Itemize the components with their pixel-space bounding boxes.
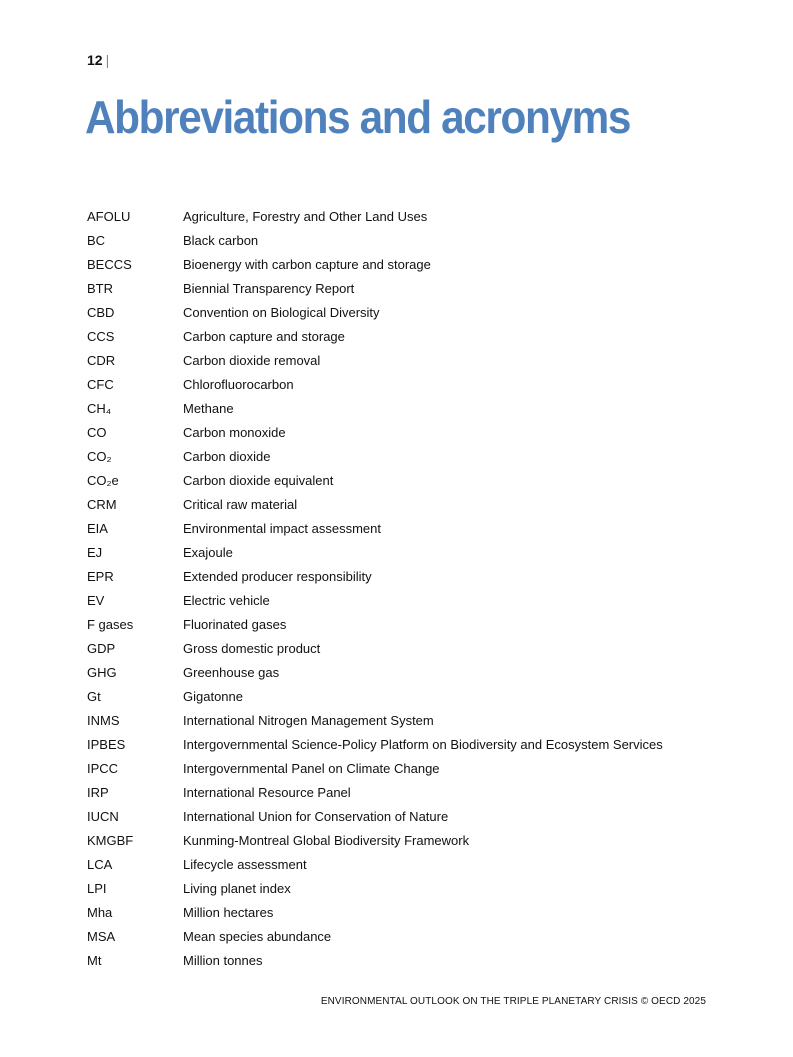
abbreviation-definition: International Union for Conservation of Nature [183,809,449,824]
abbreviation-term: CBD [87,305,115,320]
abbreviation-row [87,375,727,399]
abbreviation-row [87,783,727,807]
abbreviation-row [87,495,727,519]
abbreviation-row [87,327,727,351]
abbreviation-definition: Black carbon [183,233,259,248]
abbreviation-term: Mt [87,953,102,968]
abbreviation-row [87,879,727,903]
abbreviation-term: IUCN [87,809,119,824]
abbreviation-row [87,231,727,255]
abbreviation-term: EV [87,593,105,608]
abbreviation-term: CCS [87,329,115,344]
abbreviation-definition: Electric vehicle [183,593,270,608]
abbreviation-row [87,591,727,615]
abbreviation-row [87,399,727,423]
abbreviation-term: Gt [87,689,101,704]
abbreviation-term: CRM [87,497,117,512]
abbreviation-definition: Fluorinated gases [183,617,287,632]
abbreviation-term: CO [87,425,107,440]
abbreviation-definition: Critical raw material [183,497,298,512]
abbreviation-row [87,255,727,279]
abbreviation-definition: Lifecycle assessment [183,857,307,872]
abbreviation-row [87,807,727,831]
abbreviation-definition: Intergovernmental Panel on Climate Change [183,761,440,776]
abbreviation-term: BTR [87,281,113,296]
abbreviation-definition: Carbon dioxide [183,449,271,464]
abbreviation-row [87,903,727,927]
abbreviation-term: BC [87,233,106,248]
page-number [87,52,109,68]
page-title: Abbreviations and acronyms [85,91,631,143]
abbreviation-definition: Carbon dioxide removal [183,353,321,368]
abbreviation-row [87,951,727,975]
abbreviation-term: CDR [87,353,116,368]
abbreviation-definition: Million hectares [183,905,274,920]
abbreviation-term: EPR [87,569,114,584]
abbreviation-row [87,639,727,663]
abbreviation-row [87,735,727,759]
abbreviation-definition: Carbon dioxide equivalent [183,473,334,488]
abbreviation-row [87,927,727,951]
abbreviation-term: CO₂ [87,449,112,464]
abbreviation-definition: International Nitrogen Management System [183,713,434,728]
abbreviation-definition: Million tonnes [183,953,263,968]
abbreviation-row [87,543,727,567]
abbreviation-row [87,471,727,495]
abbreviation-row [87,663,727,687]
abbreviation-term: CO₂e [87,473,119,488]
abbreviation-row [87,279,727,303]
abbreviation-definition: Biennial Transparency Report [183,281,355,296]
abbreviation-row [87,855,727,879]
abbreviation-definition: Carbon capture and storage [183,329,345,344]
abbreviation-row [87,351,727,375]
abbreviation-definition: Gigatonne [183,689,243,704]
abbreviation-row [87,519,727,543]
abbreviation-row [87,303,727,327]
abbreviation-term: Mha [87,905,113,920]
abbreviation-row [87,759,727,783]
abbreviation-term: IRP [87,785,109,800]
abbreviation-term: CFC [87,377,114,392]
page-number-value: 12 [87,52,103,68]
abbreviation-definition: Chlorofluorocarbon [183,377,294,392]
abbreviation-definition: Carbon monoxide [183,425,286,440]
abbreviations-list [87,207,727,975]
abbreviation-definition: Mean species abundance [183,929,332,944]
abbreviation-row [87,711,727,735]
abbreviation-definition: Living planet index [183,881,291,896]
page-footer: ENVIRONMENTAL OUTLOOK ON THE TRIPLE PLANETARY CRISIS © OECD 2025 [320,996,706,1007]
abbreviation-term: IPBES [87,737,126,752]
abbreviation-term: AFOLU [87,209,131,224]
abbreviation-row [87,207,727,231]
abbreviation-definition: Environmental impact assessment [183,521,381,536]
abbreviation-term: KMGBF [87,833,134,848]
abbreviation-term: IPCC [87,761,119,776]
abbreviation-term: GDP [87,641,116,656]
abbreviation-row [87,831,727,855]
abbreviation-term: F gases [87,617,134,632]
abbreviation-term: INMS [87,713,120,728]
abbreviation-definition: Agriculture, Forestry and Other Land Uses [183,209,428,224]
abbreviation-definition: Kunming-Montreal Global Biodiversity Framework [183,833,470,848]
abbreviation-definition: Methane [183,401,234,416]
abbreviation-definition: Exajoule [183,545,233,560]
abbreviation-definition: Convention on Biological Diversity [183,305,380,320]
abbreviation-row [87,567,727,591]
abbreviation-definition: Greenhouse gas [183,665,280,680]
abbreviation-term: MSA [87,929,116,944]
abbreviation-term: LCA [87,857,113,872]
abbreviation-definition: Bioenergy with carbon capture and storage [183,257,431,272]
abbreviation-definition: International Resource Panel [183,785,351,800]
abbreviation-definition: Gross domestic product [183,641,321,656]
abbreviation-term: BECCS [87,257,132,272]
abbreviation-term: EIA [87,521,108,536]
abbreviation-row [87,423,727,447]
abbreviation-term: CH₄ [87,401,112,416]
abbreviation-term: GHG [87,665,117,680]
abbreviation-term: LPI [87,881,107,896]
page-number-separator: | [105,52,110,68]
abbreviation-term: EJ [87,545,103,560]
abbreviation-row [87,687,727,711]
abbreviation-definition: Intergovernmental Science-Policy Platform on Biodiversity and Ecosystem Services [183,737,663,752]
abbreviation-definition: Extended producer responsibility [183,569,372,584]
abbreviation-row [87,447,727,471]
abbreviation-row [87,615,727,639]
